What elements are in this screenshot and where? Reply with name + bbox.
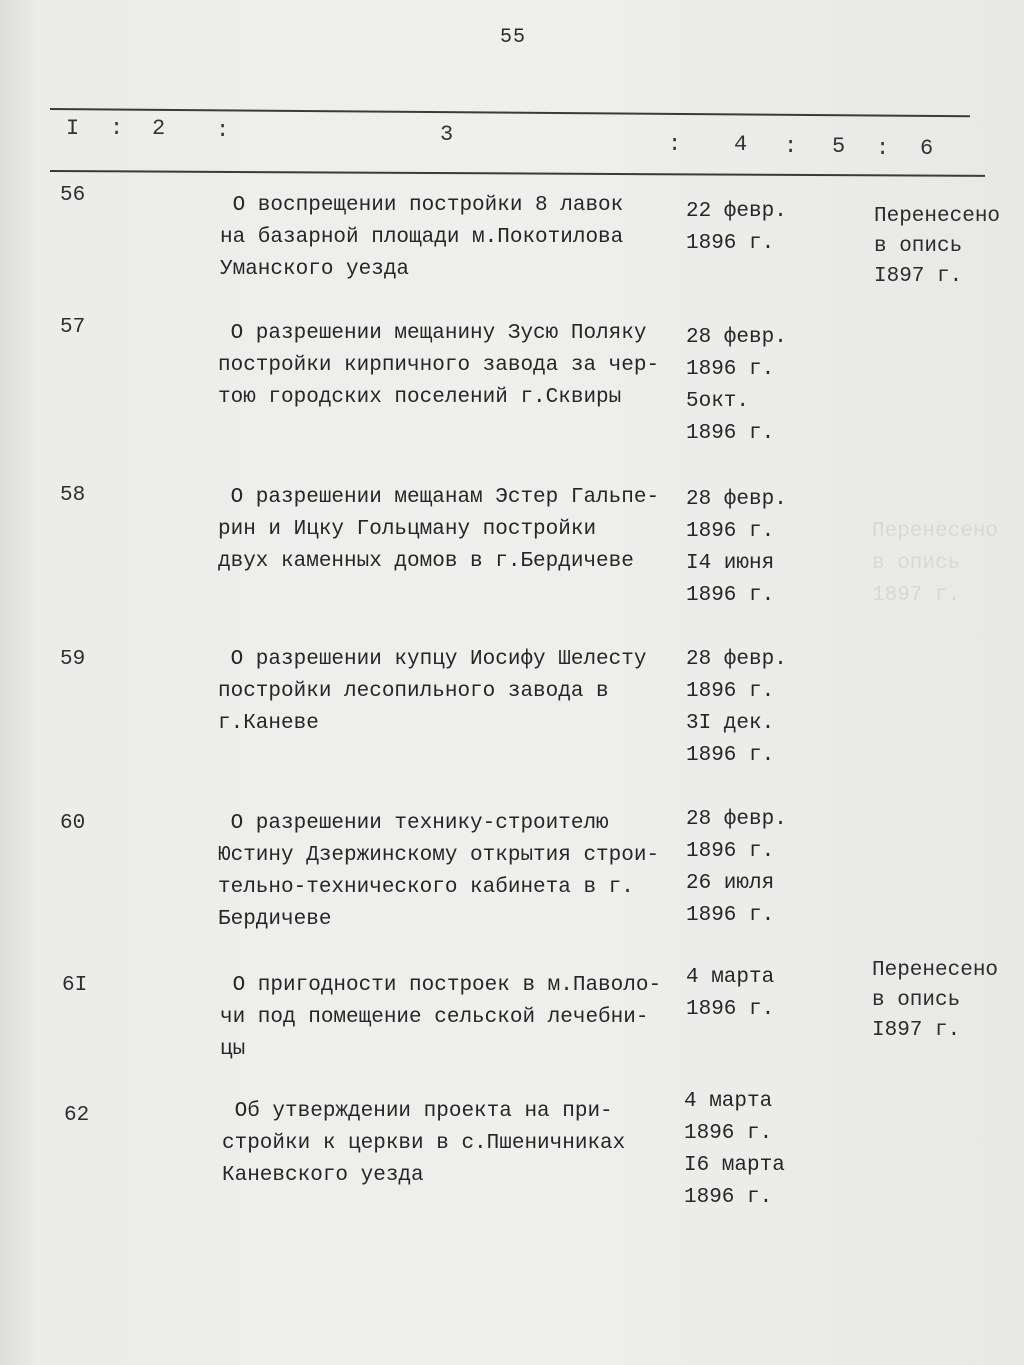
header-col-3: 3 [440, 122, 454, 147]
row-note: Перенесено в опись I897 г. [872, 959, 999, 1042]
header-rule-bottom [50, 170, 985, 177]
header-col-2: 2 [152, 116, 166, 141]
row-description: О разрешении мещанам Эстер Гальпе- рин и Ицку Гольцману постройки двух каменных домов в г.Бердичеве [218, 486, 660, 573]
row-dates: 22 февр. 1896 г. [686, 200, 787, 255]
row-number: 62 [64, 1104, 90, 1127]
header-rule-top [50, 108, 970, 117]
row-description: Об утверждении проекта на при- стройки к церкви в с.Пшеничниках Каневского уезда [222, 1100, 626, 1187]
row-dates: 4 марта 1896 г. [686, 966, 775, 1021]
row-number: 56 [60, 184, 86, 207]
header-sep-5: : [876, 136, 890, 161]
row-number: 58 [60, 484, 86, 507]
row-description: О разрешении технику-строителю Юстину Дзержинскому открытия строи- тельно-технического кабинета в г. Бердичеве [218, 812, 660, 931]
header-col-6: 6 [920, 136, 934, 161]
row-number: 60 [60, 812, 86, 835]
header-col-4: 4 [734, 132, 748, 157]
page-number: 55 [500, 26, 527, 49]
header-sep-3: : [668, 132, 682, 157]
row-dates: 28 февр. 1896 г. I4 июня 1896 г. [686, 488, 787, 607]
bleed-through-text: Перенесено в опись 1897 г. [872, 520, 999, 607]
header-col-1: I [66, 116, 80, 141]
row-dates: 28 февр. 1896 г. 3I дек. 1896 г. [686, 648, 787, 767]
row-note: Перенесено в опись I897 г. [874, 205, 1001, 288]
header-col-5: 5 [832, 134, 846, 159]
row-description: О пригодности построек в м.Паволо- чи под помещение сельской лечебни- цы [220, 974, 662, 1061]
row-dates: 28 февр. 1896 г. 5окт. 1896 г. [686, 326, 787, 445]
header-sep-4: : [784, 134, 798, 159]
row-number: 59 [60, 648, 86, 671]
row-dates: 28 февр. 1896 г. 26 июля 1896 г. [686, 808, 787, 927]
header-sep-1: : [110, 116, 124, 141]
header-sep-2: : [216, 118, 230, 143]
row-description: О воспрещении постройки 8 лавок на базарной площади м.Покотилова Уманского уезда [220, 194, 624, 281]
row-description: О разрешении мещанину Зусю Поляку постройки кирпичного завода за чер- тою городских поселений г.Сквиры [218, 322, 660, 409]
row-description: О разрешении купцу Иосифу Шелесту постройки лесопильного завода в г.Каневе [218, 648, 647, 735]
row-number: 57 [60, 316, 86, 339]
row-number: 6I [62, 974, 88, 997]
row-dates: 4 марта 1896 г. I6 марта 1896 г. [684, 1090, 785, 1209]
